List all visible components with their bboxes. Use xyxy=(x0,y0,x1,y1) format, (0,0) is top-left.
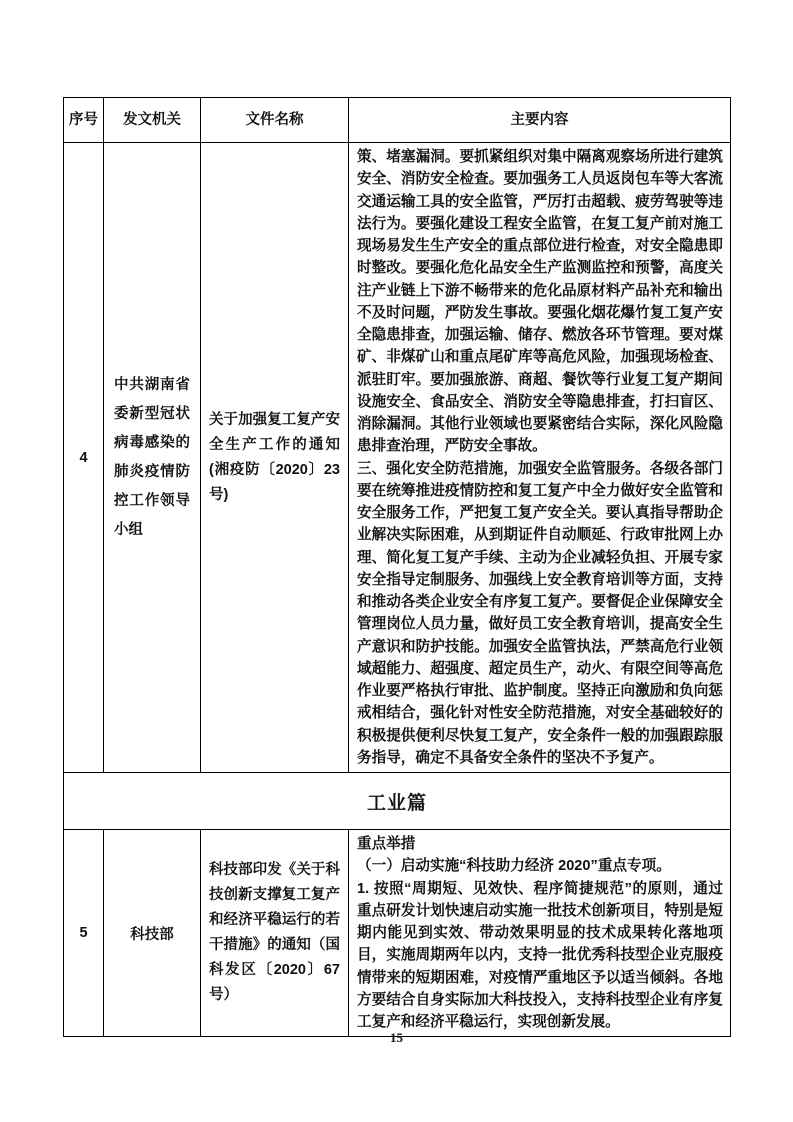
row5-doc-name: 科技部印发《关于科技创新支撑复工复产和经济平稳运行的若干措施》的通知（国科发区〔2020〕67号） xyxy=(201,830,349,1037)
table-row xyxy=(64,830,731,1037)
row5-content-paragraph-2: （一）启动实施“科技助力经济 2020”重点专项。 xyxy=(357,858,671,875)
table-row xyxy=(64,143,731,773)
row5-agency: 科技部 xyxy=(104,830,201,1037)
section-header-row xyxy=(64,773,731,830)
header-index: 序号 xyxy=(64,98,104,143)
row5-content xyxy=(349,830,731,1037)
section-title: 工业篇 xyxy=(64,773,731,830)
header-content: 主要内容 xyxy=(349,98,731,143)
row4-doc-name: 关于加强复工复产安全生产工作的通知(湘疫防〔2020〕23号) xyxy=(201,143,349,773)
row5-content-paragraph-1: 重点举措 xyxy=(357,836,416,852)
row4-content xyxy=(349,143,731,773)
policy-documents-table xyxy=(63,97,731,1037)
row4-content-paragraph-1: 策、堵塞漏洞。要抓紧组织对集中隔离观察场所进行建筑安全、消防安全检查。要加强务工人员返岗包车等大客流交通运输工具的安全监管，严厉打击超载、疲劳驾驶等违法行为。要强化建设工程安全监管，在复工复产前对施工现场易发生生产安全的重点部位进行检查，对安全隐患即时整改。要强化危化品安全生产监测监控和预警，高度关注产业链上下游不畅带来的危化品原材料产品补充和输出不及时问题，严防发生事故。要强化烟花爆竹复工复产安全隐患排查，加强运输、储存、燃放各环节管理。要对煤矿、非煤矿山和重点尾矿库等高危风险，加强现场检查、派驻盯牢。要加强旅游、商超、餐饮等行业复工复产期间设施安全、食品安全、消防安全等隐患排查，打扫盲区、消除漏洞。其他行业领域也要紧密结合实际，深化风险隐患排查治理，严防安全事故。 xyxy=(357,149,723,455)
row4-index: 4 xyxy=(64,143,104,773)
table-header-row xyxy=(64,98,731,143)
page-number: 15 xyxy=(390,1030,403,1045)
row4-content-paragraph-2: 三、强化安全防范措施，加强安全监管服务。各级各部门要在统筹推进疫情防控和复工复产中全力做好安全监管和安全服务工作，严把复工复产安全关。要认真指导帮助企业解决实际困难，从到期证件自动顺延、行政审批网上办理、简化复工复产手续、主动为企业减轻负担、开展专家安全指导定制服务、加强线上安全教育培训等方面，支持和推动各类企业安全有序复工复产。要督促企业保障安全管理岗位人员力量，做好员工安全教育培训，提高安全生产意识和防护技能。加强安全监管执法，严禁高危行业领域超能力、超强度、超定员生产，动火、有限空间等高危作业要严格执行审批、监护制度。坚持正向激励和负向惩戒相结合，强化针对性安全防范措施，对安全基础较好的积极提供便利尽快复工复产，安全条件一般的加强跟踪服务指导，确定不具备安全条件的坚决不予复产。 xyxy=(357,460,723,766)
row5-content-paragraph-3: 1. 按照“周期短、见效快、程序简捷规范”的原则，通过重点研发计划快速启动实施一批技术创新项目，特别是短期内能见到实效、带动效果明显的技术成果转化落地项目，实施周期两年以内，支持一批优秀科技型企业克服疫情带来的短期困难，对疫情严重地区予以适当倾斜。各地方要结合自身实际加大科技投入，支持科技型企业有序复工复产和经济平稳运行，实现创新发展。 xyxy=(357,880,723,1030)
header-doc-name: 文件名称 xyxy=(201,98,349,143)
row5-index: 5 xyxy=(64,830,104,1037)
row4-agency: 中共湖南省委新型冠状病毒感染的肺炎疫情防控工作领导小组 xyxy=(104,143,201,773)
header-agency: 发文机关 xyxy=(104,98,201,143)
